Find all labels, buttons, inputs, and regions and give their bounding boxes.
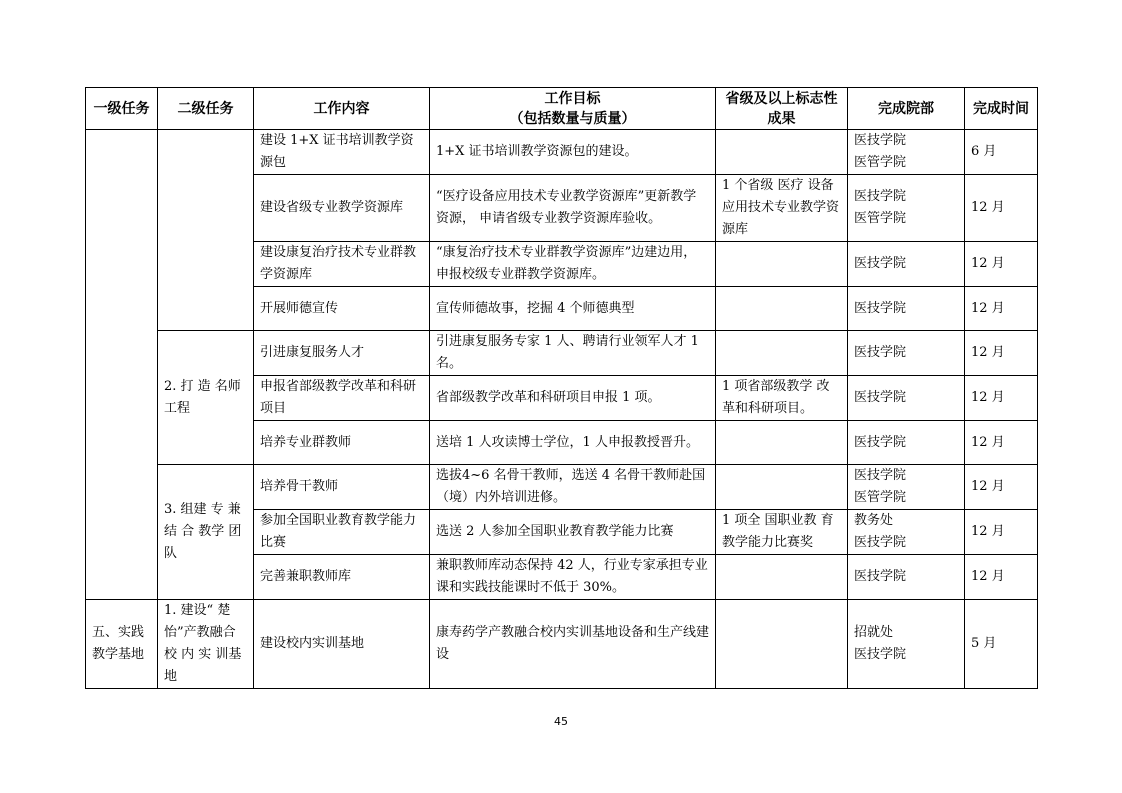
dept: 招就处 医技学院 [848,600,965,689]
header-level2-task: 二级任务 [158,88,254,130]
work-content: 完善兼职教师库 [254,555,430,600]
dept: 医技学院 医管学院 [848,175,965,242]
results [716,331,848,376]
table-row [86,465,1038,510]
dept: 医技学院 医管学院 [848,465,965,510]
dept: 医技学院 [848,376,965,421]
work-goal: 选送 2 人参加全国职业教育教学能力比赛 [430,510,716,555]
work-content: 培养专业群教师 [254,421,430,465]
results: 1 个省级 医疗 设备应用技术专业教学资源库 [716,175,848,242]
work-goal: “医疗设备应用技术专业教学资源库”更新教学资源， 申请省级专业教学资源库验收。 [430,175,716,242]
page-number: 45 [554,715,568,728]
dept: 医技学院 医管学院 [848,130,965,175]
work-content: 培养骨干教师 [254,465,430,510]
work-content: 引进康复服务人才 [254,331,430,376]
time: 12 月 [965,465,1038,510]
results [716,555,848,600]
header-time: 完成时间 [965,88,1038,130]
level2-task-cell: 1. 建设“ 楚怡”产教融合校 内 实 训基地 [158,600,254,689]
work-content: 建设校内实训基地 [254,600,430,689]
work-content: 参加全国职业教育教学能力比赛 [254,510,430,555]
dept: 医技学院 [848,242,965,287]
header-work-goal [430,88,716,130]
work-content: 建设康复治疗技术专业群教学资源库 [254,242,430,287]
results: 1 项全 国职业教 育教学能力比赛奖 [716,510,848,555]
time: 12 月 [965,376,1038,421]
results [716,130,848,175]
work-content: 开展师德宣传 [254,287,430,331]
time: 12 月 [965,555,1038,600]
work-goal: 1+X 证书培训教学资源包的建设。 [430,130,716,175]
level1-task-cell: 五、实践教学基地 [86,600,158,689]
time: 12 月 [965,510,1038,555]
dept: 医技学院 [848,287,965,331]
time: 6 月 [965,130,1038,175]
results [716,465,848,510]
task-table [85,87,1038,689]
header-goal-line1: 工作目标 [544,90,601,107]
results [716,421,848,465]
results [716,242,848,287]
results [716,600,848,689]
time: 12 月 [965,287,1038,331]
time: 12 月 [965,421,1038,465]
work-goal: 省部级教学改革和科研项目申报 1 项。 [430,376,716,421]
header-work-content: 工作内容 [254,88,430,130]
header-dept: 完成院部 [848,88,965,130]
work-goal: 宣传师德故事，挖掘 4 个师德典型 [430,287,716,331]
work-content: 申报省部级教学改革和科研项目 [254,376,430,421]
header-level1-task: 一级任务 [86,88,158,130]
table-row [86,600,1038,689]
time: 12 月 [965,331,1038,376]
table-row [86,331,1038,376]
work-goal: 引进康复服务专家 1 人、聘请行业领军人才 1 名。 [430,331,716,376]
header-row [86,88,1038,130]
dept: 医技学院 [848,421,965,465]
work-goal: 兼职教师库动态保持 42 人，行业专家承担专业课和实践技能课时不低于 30%。 [430,555,716,600]
level2-task-cell [158,130,254,331]
work-goal: 选拔4~6 名骨干教师，选送 4 名骨干教师赴国（境）内外培训进修。 [430,465,716,510]
dept: 医技学院 [848,331,965,376]
work-goal: “康复治疗技术专业群教学资源库”边建边用，申报校级专业群教学资源库。 [430,242,716,287]
results [716,287,848,331]
work-goal: 康寿药学产教融合校内实训基地设备和生产线建设 [430,600,716,689]
level1-task-cell [86,130,158,600]
dept: 教务处 医技学院 [848,510,965,555]
level2-task-cell: 3. 组建 专 兼结 合 教学 团队 [158,465,254,600]
header-results: 省级及以上标志性成果 [716,88,848,130]
level2-task-cell: 2. 打 造 名师工程 [158,331,254,465]
dept: 医技学院 [848,555,965,600]
work-content: 建设 1+X 证书培训教学资源包 [254,130,430,175]
time: 12 月 [965,175,1038,242]
results: 1 项省部级教学 改革和科研项目。 [716,376,848,421]
header-goal-line2: （包括数量与质量） [509,110,636,127]
time: 12 月 [965,242,1038,287]
work-goal: 送培 1 人攻读博士学位，1 人申报教授晋升。 [430,421,716,465]
work-content: 建设省级专业教学资源库 [254,175,430,242]
time: 5 月 [965,600,1038,689]
table-row [86,130,1038,175]
